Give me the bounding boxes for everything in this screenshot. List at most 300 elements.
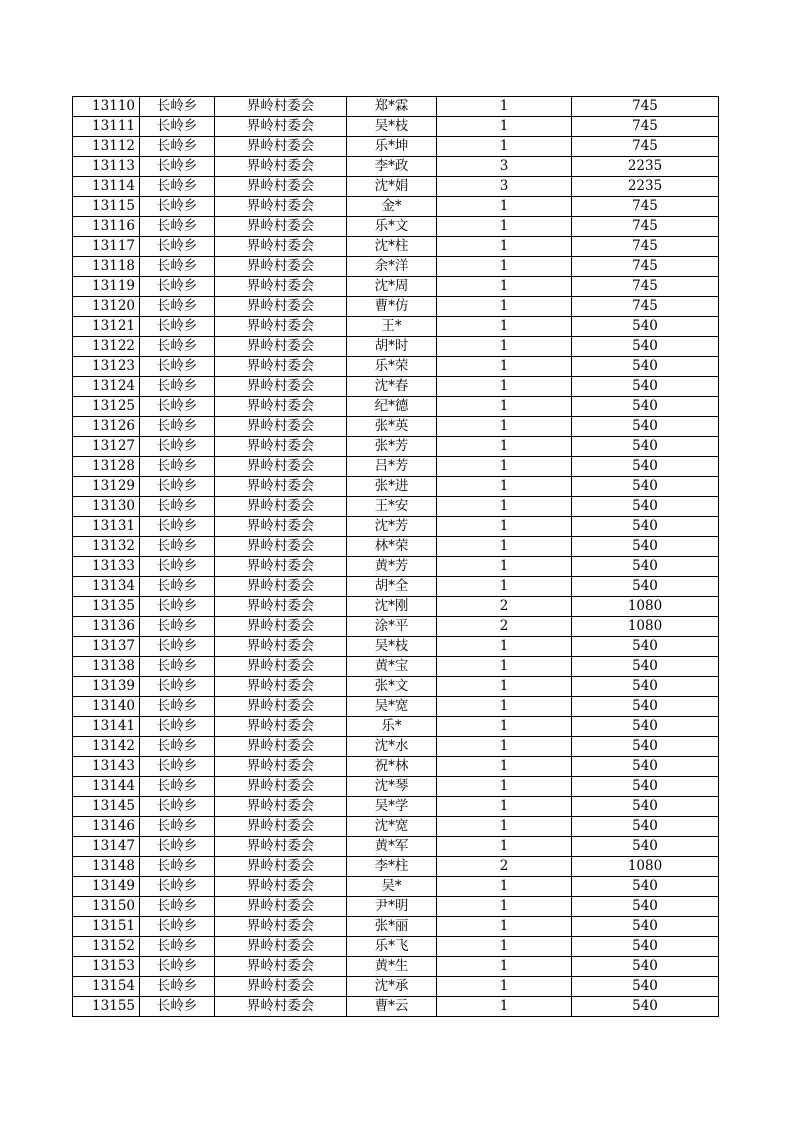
row-number-cell: 13133 — [73, 557, 140, 577]
person-name-cell: 郑*霖 — [347, 97, 437, 117]
row-number-cell: 13141 — [73, 717, 140, 737]
township-cell: 长岭乡 — [140, 737, 215, 757]
row-number-cell: 13122 — [73, 337, 140, 357]
row-number-cell: 13128 — [73, 457, 140, 477]
township-cell: 长岭乡 — [140, 577, 215, 597]
township-cell: 长岭乡 — [140, 137, 215, 157]
person-name-cell: 沈*周 — [347, 277, 437, 297]
township-cell: 长岭乡 — [140, 597, 215, 617]
village-committee-cell: 界岭村委会 — [215, 537, 347, 557]
village-committee-cell: 界岭村委会 — [215, 577, 347, 597]
amount-cell: 2235 — [572, 157, 719, 177]
household-count-cell: 1 — [437, 817, 572, 837]
table-row — [73, 317, 719, 337]
amount-cell: 540 — [572, 337, 719, 357]
person-name-cell: 金* — [347, 197, 437, 217]
table-row — [73, 217, 719, 237]
person-name-cell: 纪*德 — [347, 397, 437, 417]
amount-cell: 2235 — [572, 177, 719, 197]
table-row — [73, 877, 719, 897]
table-row — [73, 957, 719, 977]
person-name-cell: 黄*军 — [347, 837, 437, 857]
row-number-cell: 13146 — [73, 817, 140, 837]
township-cell: 长岭乡 — [140, 657, 215, 677]
table-row — [73, 337, 719, 357]
household-count-cell: 1 — [437, 197, 572, 217]
household-count-cell: 1 — [437, 717, 572, 737]
row-number-cell: 13135 — [73, 597, 140, 617]
person-name-cell: 张*英 — [347, 417, 437, 437]
table-row — [73, 357, 719, 377]
table-body — [73, 97, 719, 1017]
village-committee-cell: 界岭村委会 — [215, 717, 347, 737]
village-committee-cell: 界岭村委会 — [215, 237, 347, 257]
person-name-cell: 乐*文 — [347, 217, 437, 237]
household-count-cell: 1 — [437, 637, 572, 657]
amount-cell: 540 — [572, 357, 719, 377]
amount-cell: 745 — [572, 277, 719, 297]
household-count-cell: 2 — [437, 617, 572, 637]
village-committee-cell: 界岭村委会 — [215, 417, 347, 437]
township-cell: 长岭乡 — [140, 817, 215, 837]
amount-cell: 540 — [572, 917, 719, 937]
household-count-cell: 1 — [437, 337, 572, 357]
amount-cell: 540 — [572, 777, 719, 797]
row-number-cell: 13126 — [73, 417, 140, 437]
amount-cell: 540 — [572, 537, 719, 557]
person-name-cell: 沈*水 — [347, 737, 437, 757]
person-name-cell: 张*文 — [347, 677, 437, 697]
village-committee-cell: 界岭村委会 — [215, 437, 347, 457]
table-row — [73, 557, 719, 577]
township-cell: 长岭乡 — [140, 357, 215, 377]
township-cell: 长岭乡 — [140, 497, 215, 517]
household-count-cell: 1 — [437, 657, 572, 677]
table-row — [73, 937, 719, 957]
township-cell: 长岭乡 — [140, 97, 215, 117]
village-committee-cell: 界岭村委会 — [215, 397, 347, 417]
row-number-cell: 13147 — [73, 837, 140, 857]
amount-cell: 540 — [572, 517, 719, 537]
amount-cell: 540 — [572, 737, 719, 757]
table-row — [73, 677, 719, 697]
township-cell: 长岭乡 — [140, 857, 215, 877]
table-row — [73, 617, 719, 637]
table-row — [73, 457, 719, 477]
amount-cell: 540 — [572, 497, 719, 517]
household-count-cell: 1 — [437, 737, 572, 757]
township-cell: 长岭乡 — [140, 537, 215, 557]
person-name-cell: 张*丽 — [347, 917, 437, 937]
household-count-cell: 1 — [437, 217, 572, 237]
village-committee-cell: 界岭村委会 — [215, 977, 347, 997]
amount-cell: 745 — [572, 137, 719, 157]
household-count-cell: 1 — [437, 417, 572, 437]
row-number-cell: 13118 — [73, 257, 140, 277]
township-cell: 长岭乡 — [140, 377, 215, 397]
person-name-cell: 胡*时 — [347, 337, 437, 357]
household-count-cell: 1 — [437, 997, 572, 1017]
amount-cell: 540 — [572, 997, 719, 1017]
row-number-cell: 13120 — [73, 297, 140, 317]
row-number-cell: 13153 — [73, 957, 140, 977]
township-cell: 长岭乡 — [140, 797, 215, 817]
amount-cell: 540 — [572, 377, 719, 397]
village-committee-cell: 界岭村委会 — [215, 957, 347, 977]
township-cell: 长岭乡 — [140, 517, 215, 537]
amount-cell: 540 — [572, 317, 719, 337]
table-row — [73, 537, 719, 557]
table-row — [73, 777, 719, 797]
township-cell: 长岭乡 — [140, 297, 215, 317]
row-number-cell: 13110 — [73, 97, 140, 117]
amount-cell: 1080 — [572, 597, 719, 617]
row-number-cell: 13125 — [73, 397, 140, 417]
table-row — [73, 917, 719, 937]
table-row — [73, 857, 719, 877]
amount-cell: 540 — [572, 977, 719, 997]
village-committee-cell: 界岭村委会 — [215, 457, 347, 477]
household-count-cell: 1 — [437, 317, 572, 337]
township-cell: 长岭乡 — [140, 457, 215, 477]
amount-cell: 540 — [572, 557, 719, 577]
township-cell: 长岭乡 — [140, 937, 215, 957]
household-count-cell: 1 — [437, 477, 572, 497]
table-row — [73, 977, 719, 997]
row-number-cell: 13113 — [73, 157, 140, 177]
household-count-cell: 1 — [437, 937, 572, 957]
village-committee-cell: 界岭村委会 — [215, 377, 347, 397]
person-name-cell: 乐* — [347, 717, 437, 737]
household-count-cell: 1 — [437, 697, 572, 717]
person-name-cell: 吕*芳 — [347, 457, 437, 477]
table-row — [73, 117, 719, 137]
household-count-cell: 1 — [437, 397, 572, 417]
village-committee-cell: 界岭村委会 — [215, 597, 347, 617]
village-committee-cell: 界岭村委会 — [215, 357, 347, 377]
row-number-cell: 13139 — [73, 677, 140, 697]
village-committee-cell: 界岭村委会 — [215, 277, 347, 297]
row-number-cell: 13136 — [73, 617, 140, 637]
household-count-cell: 1 — [437, 277, 572, 297]
township-cell: 长岭乡 — [140, 177, 215, 197]
table-row — [73, 597, 719, 617]
table-row — [73, 837, 719, 857]
table-row — [73, 297, 719, 317]
row-number-cell: 13114 — [73, 177, 140, 197]
person-name-cell: 曹*云 — [347, 997, 437, 1017]
person-name-cell: 张*进 — [347, 477, 437, 497]
village-committee-cell: 界岭村委会 — [215, 197, 347, 217]
township-cell: 长岭乡 — [140, 977, 215, 997]
village-committee-cell: 界岭村委会 — [215, 757, 347, 777]
table-row — [73, 757, 719, 777]
person-name-cell: 涂*平 — [347, 617, 437, 637]
subsidy-table — [72, 96, 719, 1017]
amount-cell: 540 — [572, 437, 719, 457]
table-row — [73, 97, 719, 117]
table-row — [73, 737, 719, 757]
village-committee-cell: 界岭村委会 — [215, 737, 347, 757]
township-cell: 长岭乡 — [140, 337, 215, 357]
township-cell: 长岭乡 — [140, 197, 215, 217]
township-cell: 长岭乡 — [140, 417, 215, 437]
row-number-cell: 13145 — [73, 797, 140, 817]
row-number-cell: 13129 — [73, 477, 140, 497]
row-number-cell: 13127 — [73, 437, 140, 457]
row-number-cell: 13143 — [73, 757, 140, 777]
township-cell: 长岭乡 — [140, 897, 215, 917]
village-committee-cell: 界岭村委会 — [215, 477, 347, 497]
township-cell: 长岭乡 — [140, 917, 215, 937]
person-name-cell: 李*政 — [347, 157, 437, 177]
person-name-cell: 吴* — [347, 877, 437, 897]
table-row — [73, 697, 719, 717]
village-committee-cell: 界岭村委会 — [215, 897, 347, 917]
township-cell: 长岭乡 — [140, 757, 215, 777]
household-count-cell: 1 — [437, 97, 572, 117]
table-row — [73, 997, 719, 1017]
amount-cell: 540 — [572, 837, 719, 857]
row-number-cell: 13119 — [73, 277, 140, 297]
township-cell: 长岭乡 — [140, 217, 215, 237]
amount-cell: 540 — [572, 677, 719, 697]
row-number-cell: 13117 — [73, 237, 140, 257]
person-name-cell: 沈*芳 — [347, 517, 437, 537]
row-number-cell: 13150 — [73, 897, 140, 917]
village-committee-cell: 界岭村委会 — [215, 217, 347, 237]
row-number-cell: 13140 — [73, 697, 140, 717]
household-count-cell: 1 — [437, 237, 572, 257]
township-cell: 长岭乡 — [140, 697, 215, 717]
row-number-cell: 13132 — [73, 537, 140, 557]
person-name-cell: 沈*宽 — [347, 817, 437, 837]
village-committee-cell: 界岭村委会 — [215, 317, 347, 337]
row-number-cell: 13115 — [73, 197, 140, 217]
amount-cell: 745 — [572, 217, 719, 237]
household-count-cell: 1 — [437, 917, 572, 937]
household-count-cell: 1 — [437, 577, 572, 597]
row-number-cell: 13123 — [73, 357, 140, 377]
person-name-cell: 沈*柱 — [347, 237, 437, 257]
household-count-cell: 3 — [437, 177, 572, 197]
amount-cell: 540 — [572, 697, 719, 717]
household-count-cell: 1 — [437, 497, 572, 517]
table-row — [73, 717, 719, 737]
row-number-cell: 13137 — [73, 637, 140, 657]
person-name-cell: 曹*仿 — [347, 297, 437, 317]
row-number-cell: 13124 — [73, 377, 140, 397]
household-count-cell: 1 — [437, 777, 572, 797]
household-count-cell: 1 — [437, 837, 572, 857]
township-cell: 长岭乡 — [140, 877, 215, 897]
amount-cell: 745 — [572, 197, 719, 217]
township-cell: 长岭乡 — [140, 777, 215, 797]
table-row — [73, 177, 719, 197]
table-row — [73, 657, 719, 677]
person-name-cell: 黄*生 — [347, 957, 437, 977]
table-row — [73, 137, 719, 157]
household-count-cell: 1 — [437, 957, 572, 977]
village-committee-cell: 界岭村委会 — [215, 297, 347, 317]
row-number-cell: 13144 — [73, 777, 140, 797]
household-count-cell: 1 — [437, 437, 572, 457]
amount-cell: 540 — [572, 717, 719, 737]
row-number-cell: 13131 — [73, 517, 140, 537]
household-count-cell: 1 — [437, 977, 572, 997]
township-cell: 长岭乡 — [140, 617, 215, 637]
table-row — [73, 237, 719, 257]
amount-cell: 540 — [572, 457, 719, 477]
table-row — [73, 897, 719, 917]
row-number-cell: 13151 — [73, 917, 140, 937]
person-name-cell: 祝*林 — [347, 757, 437, 777]
township-cell: 长岭乡 — [140, 317, 215, 337]
table-row — [73, 577, 719, 597]
amount-cell: 540 — [572, 757, 719, 777]
table-row — [73, 397, 719, 417]
person-name-cell: 乐*坤 — [347, 137, 437, 157]
person-name-cell: 黄*宝 — [347, 657, 437, 677]
amount-cell: 1080 — [572, 857, 719, 877]
row-number-cell: 13142 — [73, 737, 140, 757]
row-number-cell: 13149 — [73, 877, 140, 897]
household-count-cell: 1 — [437, 877, 572, 897]
household-count-cell: 1 — [437, 457, 572, 477]
table-row — [73, 277, 719, 297]
person-name-cell: 黄*芳 — [347, 557, 437, 577]
person-name-cell: 沈*刚 — [347, 597, 437, 617]
village-committee-cell: 界岭村委会 — [215, 797, 347, 817]
person-name-cell: 吴*枝 — [347, 637, 437, 657]
village-committee-cell: 界岭村委会 — [215, 617, 347, 637]
township-cell: 长岭乡 — [140, 117, 215, 137]
household-count-cell: 1 — [437, 797, 572, 817]
table-row — [73, 157, 719, 177]
amount-cell: 540 — [572, 817, 719, 837]
village-committee-cell: 界岭村委会 — [215, 937, 347, 957]
row-number-cell: 13134 — [73, 577, 140, 597]
amount-cell: 745 — [572, 297, 719, 317]
amount-cell: 540 — [572, 937, 719, 957]
household-count-cell: 1 — [437, 537, 572, 557]
township-cell: 长岭乡 — [140, 837, 215, 857]
person-name-cell: 余*洋 — [347, 257, 437, 277]
village-committee-cell: 界岭村委会 — [215, 97, 347, 117]
row-number-cell: 13155 — [73, 997, 140, 1017]
table-row — [73, 817, 719, 837]
village-committee-cell: 界岭村委会 — [215, 117, 347, 137]
person-name-cell: 吴*学 — [347, 797, 437, 817]
person-name-cell: 胡*全 — [347, 577, 437, 597]
row-number-cell: 13116 — [73, 217, 140, 237]
township-cell: 长岭乡 — [140, 277, 215, 297]
village-committee-cell: 界岭村委会 — [215, 917, 347, 937]
village-committee-cell: 界岭村委会 — [215, 337, 347, 357]
village-committee-cell: 界岭村委会 — [215, 177, 347, 197]
table-row — [73, 417, 719, 437]
table-row — [73, 197, 719, 217]
village-committee-cell: 界岭村委会 — [215, 877, 347, 897]
village-committee-cell: 界岭村委会 — [215, 257, 347, 277]
amount-cell: 540 — [572, 577, 719, 597]
row-number-cell: 13152 — [73, 937, 140, 957]
household-count-cell: 1 — [437, 117, 572, 137]
village-committee-cell: 界岭村委会 — [215, 557, 347, 577]
village-committee-cell: 界岭村委会 — [215, 517, 347, 537]
village-committee-cell: 界岭村委会 — [215, 817, 347, 837]
person-name-cell: 吴*宽 — [347, 697, 437, 717]
amount-cell: 745 — [572, 117, 719, 137]
person-name-cell: 沈*承 — [347, 977, 437, 997]
amount-cell: 540 — [572, 897, 719, 917]
household-count-cell: 1 — [437, 557, 572, 577]
table-row — [73, 437, 719, 457]
household-count-cell: 1 — [437, 137, 572, 157]
township-cell: 长岭乡 — [140, 997, 215, 1017]
township-cell: 长岭乡 — [140, 397, 215, 417]
household-count-cell: 1 — [437, 677, 572, 697]
village-committee-cell: 界岭村委会 — [215, 857, 347, 877]
person-name-cell: 沈*春 — [347, 377, 437, 397]
village-committee-cell: 界岭村委会 — [215, 697, 347, 717]
amount-cell: 745 — [572, 257, 719, 277]
table-row — [73, 377, 719, 397]
table-row — [73, 477, 719, 497]
household-count-cell: 1 — [437, 757, 572, 777]
household-count-cell: 1 — [437, 897, 572, 917]
amount-cell: 745 — [572, 97, 719, 117]
row-number-cell: 13111 — [73, 117, 140, 137]
village-committee-cell: 界岭村委会 — [215, 497, 347, 517]
household-count-cell: 1 — [437, 517, 572, 537]
township-cell: 长岭乡 — [140, 717, 215, 737]
row-number-cell: 13154 — [73, 977, 140, 997]
household-count-cell: 1 — [437, 377, 572, 397]
row-number-cell: 13130 — [73, 497, 140, 517]
village-committee-cell: 界岭村委会 — [215, 777, 347, 797]
person-name-cell: 沈*娟 — [347, 177, 437, 197]
table-row — [73, 797, 719, 817]
household-count-cell: 3 — [437, 157, 572, 177]
village-committee-cell: 界岭村委会 — [215, 137, 347, 157]
table-row — [73, 517, 719, 537]
amount-cell: 540 — [572, 877, 719, 897]
person-name-cell: 乐*荣 — [347, 357, 437, 377]
township-cell: 长岭乡 — [140, 677, 215, 697]
person-name-cell: 尹*明 — [347, 897, 437, 917]
person-name-cell: 林*荣 — [347, 537, 437, 557]
table-row — [73, 497, 719, 517]
person-name-cell: 王* — [347, 317, 437, 337]
village-committee-cell: 界岭村委会 — [215, 157, 347, 177]
township-cell: 长岭乡 — [140, 957, 215, 977]
row-number-cell: 13121 — [73, 317, 140, 337]
household-count-cell: 1 — [437, 297, 572, 317]
amount-cell: 540 — [572, 657, 719, 677]
table-row — [73, 637, 719, 657]
village-committee-cell: 界岭村委会 — [215, 837, 347, 857]
township-cell: 长岭乡 — [140, 637, 215, 657]
person-name-cell: 吴*枝 — [347, 117, 437, 137]
household-count-cell: 1 — [437, 357, 572, 377]
village-committee-cell: 界岭村委会 — [215, 637, 347, 657]
village-committee-cell: 界岭村委会 — [215, 657, 347, 677]
amount-cell: 540 — [572, 797, 719, 817]
household-count-cell: 1 — [437, 257, 572, 277]
amount-cell: 745 — [572, 237, 719, 257]
person-name-cell: 王*安 — [347, 497, 437, 517]
